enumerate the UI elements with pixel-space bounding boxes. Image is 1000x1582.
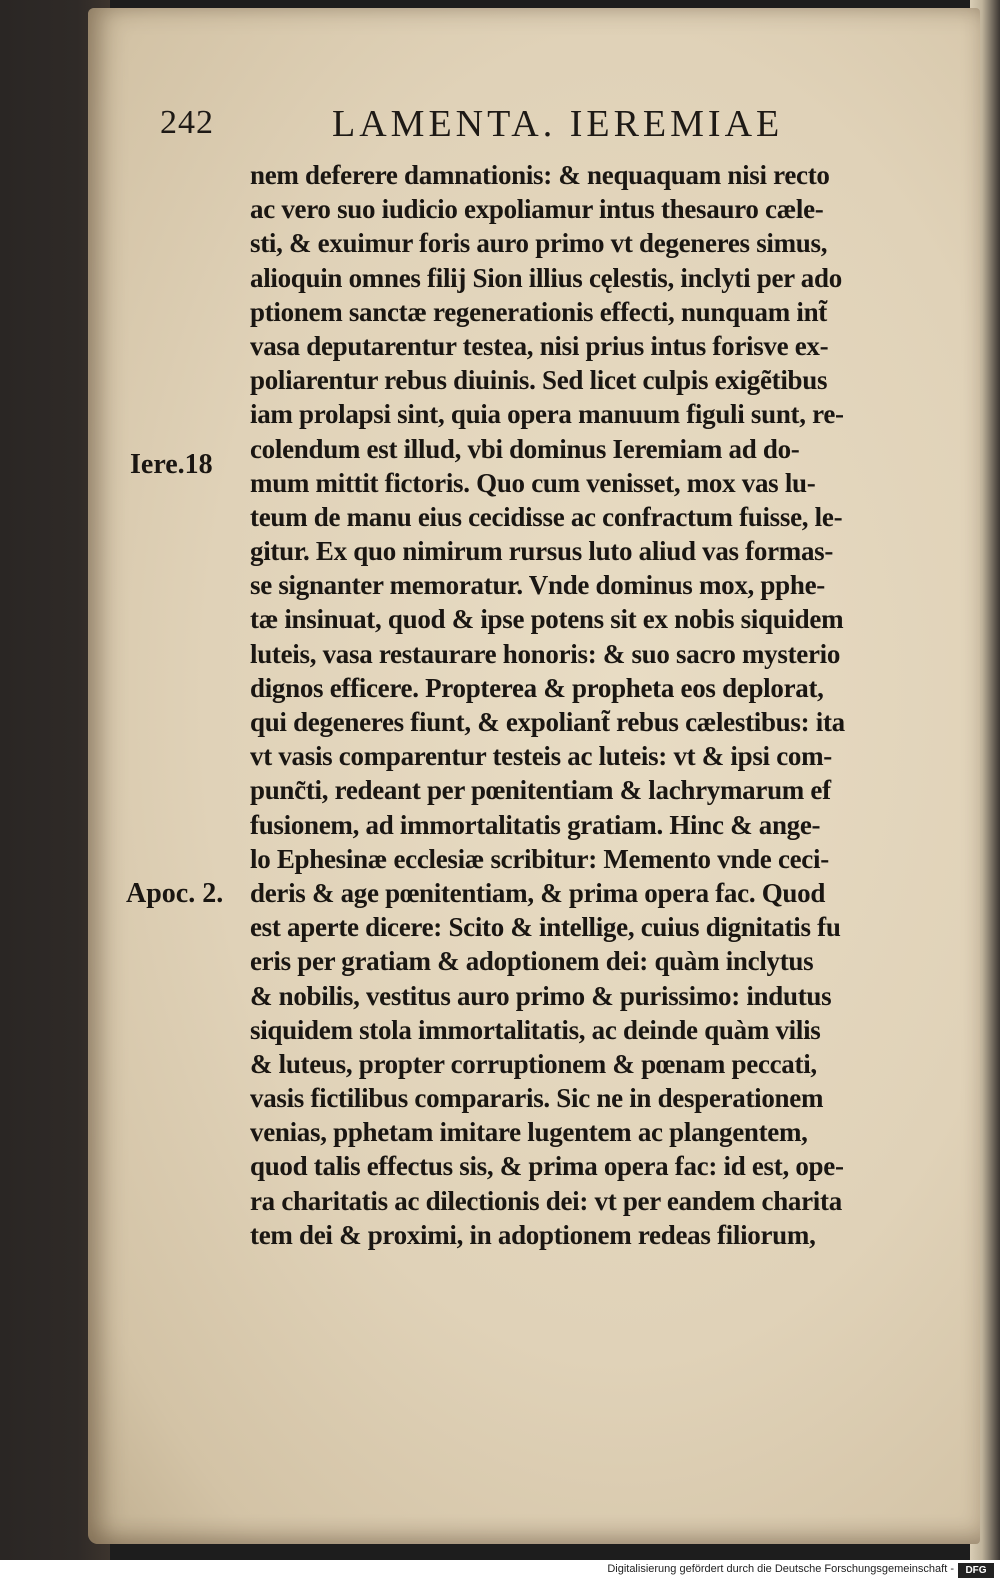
margin-note-apocalypse: Apoc. 2.: [126, 878, 224, 909]
margin-note-jeremiah: Iere.18: [130, 449, 213, 480]
text-line: gitur. Ex quo nimirum rursus luto aliud vas formas-: [250, 536, 834, 567]
text-line: venias, pphetam imitare lugentem ac plangentem,: [250, 1117, 808, 1148]
text-line: ra charitatis ac dilectionis dei: vt per eandem charita: [250, 1185, 842, 1216]
text-line: vt vasis comparentur testeis ac luteis: vt & ipsi com-: [250, 741, 832, 772]
text-line: lo Ephesinæ ecclesiæ scribitur: Memento vnde ceci-: [250, 843, 829, 874]
text-line: fusionem, ad immortalitatis gratiam. Hinc & ange-: [250, 809, 821, 840]
text-line: tem dei & proximi, in adoptionem redeas filiorum,: [250, 1219, 816, 1250]
text-line: iam prolapsi sint, quia opera manuum figuli sunt, re-: [250, 399, 844, 430]
text-line: est aperte dicere: Scito & intellige, cuius dignitatis fu: [250, 912, 841, 943]
text-line: punc̃ti, redeant per pœnitentiam & lachrymarum ef: [250, 775, 831, 806]
text-line: quod talis effectus sis, & prima opera fac: id est, ope-: [250, 1151, 844, 1182]
text-line: eris per gratiam & adoptionem dei: quàm inclytus: [250, 946, 814, 977]
body-text: [250, 158, 960, 1252]
text-line: mum mittit fictoris. Quo cum venisset, mox vas lu-: [250, 467, 816, 498]
text-line: siquidem stola immortalitatis, ac deinde quàm vilis: [250, 1014, 821, 1045]
funding-credit: Digitalisierung gefördert durch die Deutsche Forschungsgemeinschaft -: [607, 1563, 954, 1575]
text-line: vasa deputarentur testea, nisi prius intus forisve ex-: [250, 330, 829, 361]
text-line: se signanter memoratur. Vnde dominus mox, pphe-: [250, 570, 825, 601]
text-line: tæ insinuat, quod & ipse potens sit ex nobis siquidem: [250, 604, 844, 635]
page-number: 242: [160, 104, 214, 141]
text-line: vasis fictilibus compararis. Sic ne in desperationem: [250, 1083, 824, 1114]
text-line: luteis, vasa restaurare honoris: & suo sacro mysterio: [250, 638, 841, 669]
text-line: dignos efficere. Propterea & propheta eos deplorat,: [250, 672, 824, 703]
text-line: poliarentur rebus diuinis. Sed licet culpis exigẽtibus: [250, 365, 828, 396]
dfg-logo: DFG: [958, 1563, 994, 1578]
text-line: ptionem sanctæ regenerationis effecti, nunquam int̃: [250, 296, 827, 327]
text-line: sti, & exuimur foris auro primo vt degeneres simus,: [250, 228, 828, 259]
text-line: deris & age pœnitentiam, & prima opera fac. Quod: [250, 877, 826, 908]
text-line: colendum est illud, vbi dominus Ieremiam ad do-: [250, 433, 800, 464]
text-line: qui degeneres fiunt, & expoliant̃ rebus cælestibus: ita: [250, 707, 845, 737]
text-line: ac vero suo iudicio expoliamur intus thesauro cæle-: [250, 194, 824, 225]
digitization-footer: [0, 1560, 1000, 1582]
text-line: alioquin omnes filij Sion illius cęlestis, inclyti per ado: [250, 262, 842, 293]
page-header: [160, 104, 880, 146]
text-line: nem deferere damnationis: & nequaquam nisi recto: [250, 160, 830, 190]
text-line: teum de manu eius cecidisse ac confractum fuisse, le-: [250, 501, 843, 532]
text-line: & nobilis, vestitus auro primo & purissimo: indutus: [250, 980, 832, 1011]
running-head: LAMENTA. IEREMIAE: [332, 103, 784, 145]
text-line: & luteus, propter corruptionem & pœnam peccati,: [250, 1048, 817, 1079]
